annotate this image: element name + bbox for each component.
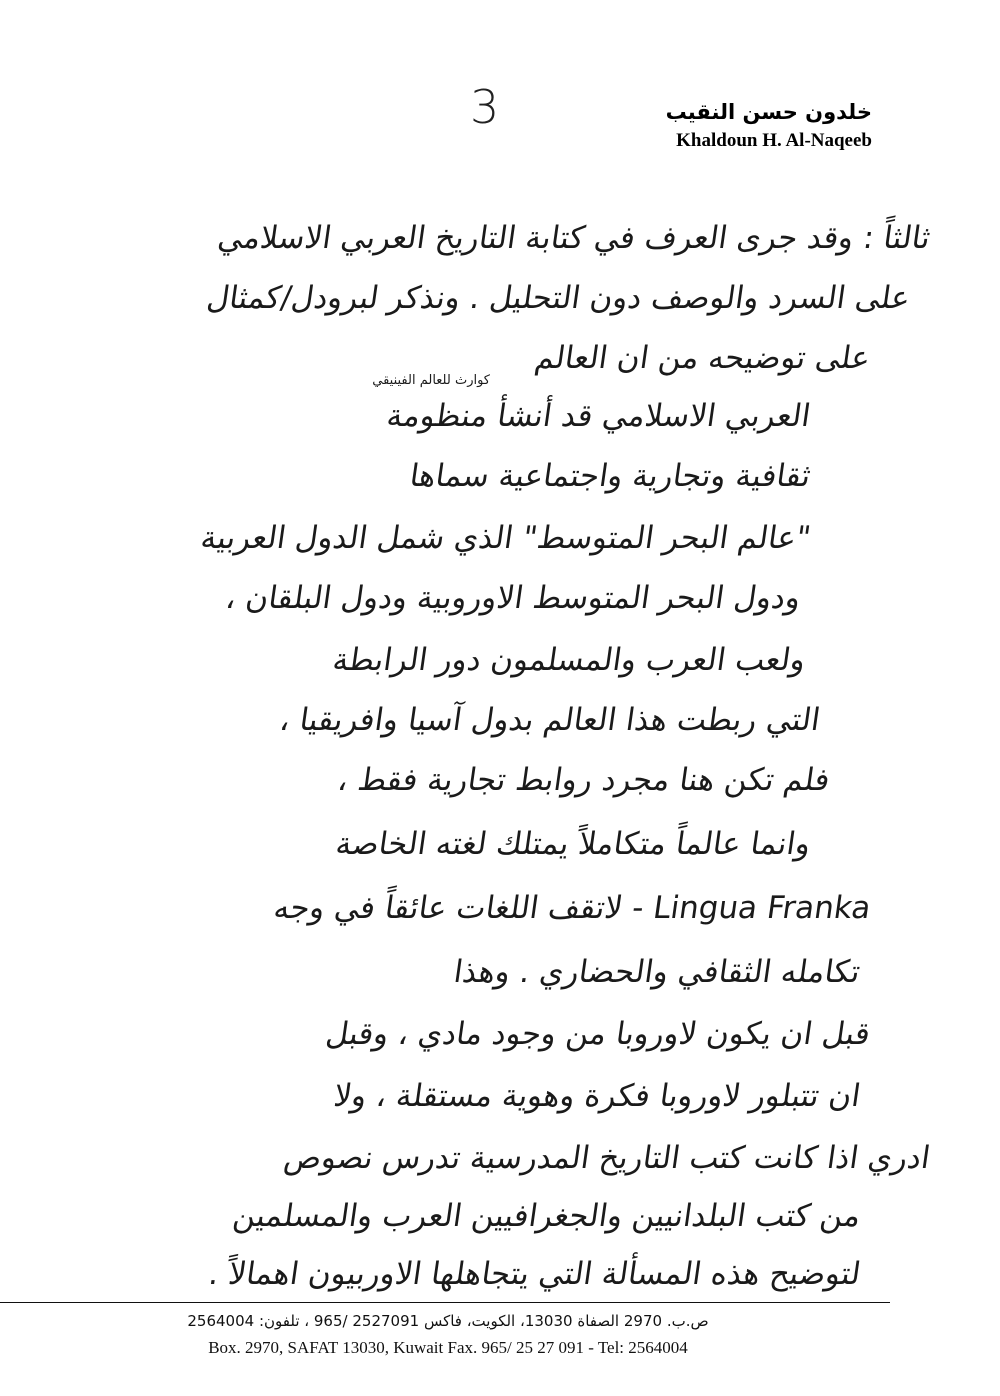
footer-address-english: Box. 2970, SAFAT 13030, Kuwait Fax. 965/ 25 27 091 - Tel: 2564004 xyxy=(208,1338,688,1357)
text-line-5: ثقافية وتجارية واجتماعية سماها xyxy=(407,458,813,494)
text-line-11: وانما عالماً متكاملاً يمتلك لغته الخاصة xyxy=(333,826,813,862)
author-name-english: Khaldoun H. Al-Naqeeb xyxy=(676,130,872,151)
footer-address-arabic: ص.ب. 2970 الصفاة 13030، الكويت، فاكس 2527091 /965 ، تلفون: 2564004 xyxy=(187,1312,709,1330)
text-line-13: تكامله الثقافي والحضاري . وهذا xyxy=(451,954,863,990)
text-line-3: على توضيحه من ان العالم xyxy=(532,340,873,376)
text-line-4: العربي الاسلامي قد أنشأ منظومة xyxy=(384,398,813,434)
text-line-7: ودول البحر المتوسط الاوروبية ودول البلقان ، xyxy=(223,580,803,616)
text-line-18: لتوضيح هذه المسألة التي يتجاهلها الاوربيون اهمالاً . xyxy=(206,1256,863,1292)
letterhead-footer xyxy=(118,1312,778,1358)
text-line-2: على السرد والوصف دون التحليل . ونذكر لبرودل/كمثال xyxy=(204,280,913,316)
handwritten-body xyxy=(20,190,933,1292)
text-line-1: ثالثاً : وقد جرى العرف في كتابة التاريخ العربي الاسلامي xyxy=(215,220,933,256)
text-line-9: التي ربطت هذا العالم بدول آسيا وافريقيا ، xyxy=(277,702,823,738)
footer-divider xyxy=(0,1302,890,1303)
text-line-16: ادري اذا كانت كتب التاريخ المدرسية تدرس نصوص xyxy=(281,1140,933,1176)
text-line-10: فلم تكن هنا مجرد روابط تجارية فقط ، xyxy=(335,762,833,798)
text-insertion: كوارث للعالم الفينيقي xyxy=(372,373,490,388)
text-line-12: Lingua Franka - لاتقف اللغات عائقاً في وجه xyxy=(270,890,873,926)
text-line-17: من كتب البلدانيين والجغرافيين العرب والمسلمين xyxy=(230,1198,863,1234)
author-name-arabic: خلدون حسن النقيب xyxy=(665,100,872,124)
text-line-8: ولعب العرب والمسلمون دور الرابطة xyxy=(330,642,808,678)
page-number: 3 xyxy=(470,80,500,134)
text-line-6: "عالم البحر المتوسط" الذي شمل الدول العربية xyxy=(198,520,813,556)
letterhead xyxy=(666,100,872,152)
text-line-14: قبل ان يكون لاوروبا من وجود مادي ، وقبل xyxy=(323,1016,873,1052)
text-line-15: ان تتبلور لاوروبا فكرة وهوية مستقلة ، ولا xyxy=(331,1078,863,1114)
